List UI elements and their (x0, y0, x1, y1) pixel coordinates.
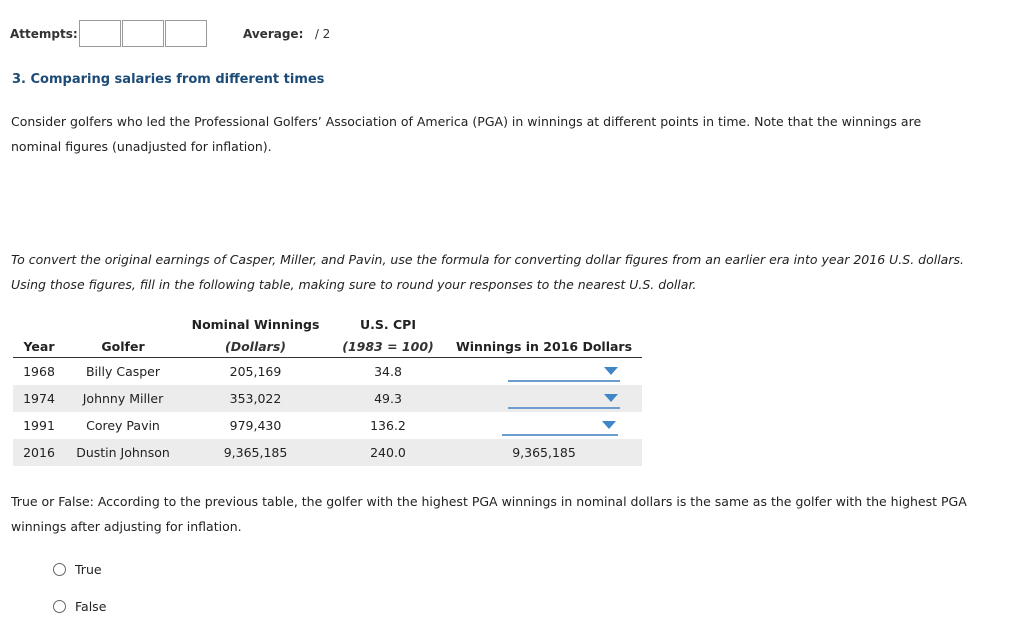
cell-winnings-2016 (446, 358, 642, 386)
cell-winnings-2016: 9,365,185 (446, 439, 642, 466)
header-year: Year (13, 335, 65, 358)
option-true[interactable] (53, 562, 102, 577)
cell-nominal: 353,022 (181, 385, 330, 412)
attempt-box-3 (165, 20, 207, 47)
option-false[interactable] (53, 599, 106, 614)
chevron-down-icon (602, 421, 616, 429)
cell-winnings-2016 (446, 385, 642, 412)
true-false-prompt: True or False: According to the previous table, the golfer with the highest PGA winnings in nominal dollars is the same as the golfer with the highest PGA winnings after adjusting for inflation. (11, 494, 967, 534)
cell-golfer: Corey Pavin (86, 418, 160, 433)
header-cpi-sub: (1983 = 100) (330, 335, 446, 358)
question-intro: Consider golfers who led the Professional Golfers’ Association of America (PGA) in winnings at different points in time. Note that the winnings are nominal figures (unadjusted for inflation). (11, 114, 922, 154)
average-score (243, 27, 330, 41)
cell-cpi: 49.3 (330, 385, 446, 412)
chevron-down-icon (604, 394, 618, 402)
table-row (13, 439, 642, 466)
cell-nominal: 205,169 (229, 364, 282, 379)
winnings-dropdown-miller[interactable] (508, 389, 620, 409)
chevron-down-icon (604, 367, 618, 375)
question-instructions: To convert the original earnings of Casper, Miller, and Pavin, use the formula for converting dollar figures from an earlier era into year 2016 U.S. dollars. Using those figures, fill in the following table, making sure to round your responses to the nearest U.S. dollar. (11, 252, 964, 292)
header-cpi: U.S. CPI (360, 317, 416, 332)
cell-golfer: Johnny Miller (65, 385, 181, 412)
winnings-table (13, 308, 642, 466)
cell-year: 1968 (23, 364, 55, 379)
header-golfer: Golfer (65, 335, 181, 358)
cell-golfer: Billy Casper (85, 364, 161, 379)
table-row (13, 385, 642, 412)
cell-year: 1974 (13, 385, 65, 412)
option-false-label: False (75, 599, 107, 614)
cell-year: 2016 (13, 439, 65, 466)
header-nominal: Nominal Winnings (191, 317, 320, 332)
cell-golfer: Dustin Johnson (65, 439, 181, 466)
cell-year: 1991 (23, 418, 55, 433)
cell-nominal: 9,365,185 (181, 439, 330, 466)
attempt-box-1 (79, 20, 121, 47)
cell-cpi: 136.2 (370, 418, 406, 433)
question-title: 3. Comparing salaries from different times (12, 72, 325, 87)
winnings-dropdown-casper[interactable] (508, 362, 620, 382)
header-nominal-sub: (Dollars) (181, 335, 330, 358)
table-row (13, 412, 642, 439)
average-value: / 2 (314, 27, 331, 41)
cell-nominal: 979,430 (229, 418, 282, 433)
header-winnings-2016: Winnings in 2016 Dollars (446, 335, 642, 358)
attempts-label: Attempts: (10, 27, 78, 41)
radio-false[interactable] (53, 600, 66, 613)
table-row (13, 358, 642, 386)
winnings-dropdown-pavin[interactable] (502, 416, 618, 436)
average-label: Average: (243, 27, 304, 41)
radio-true[interactable] (53, 563, 66, 576)
attempt-boxes (79, 20, 208, 47)
cell-winnings-2016 (446, 412, 642, 439)
option-true-label: True (75, 562, 102, 577)
cell-cpi: 240.0 (330, 439, 446, 466)
cell-cpi: 34.8 (374, 364, 402, 379)
attempt-box-2 (122, 20, 164, 47)
